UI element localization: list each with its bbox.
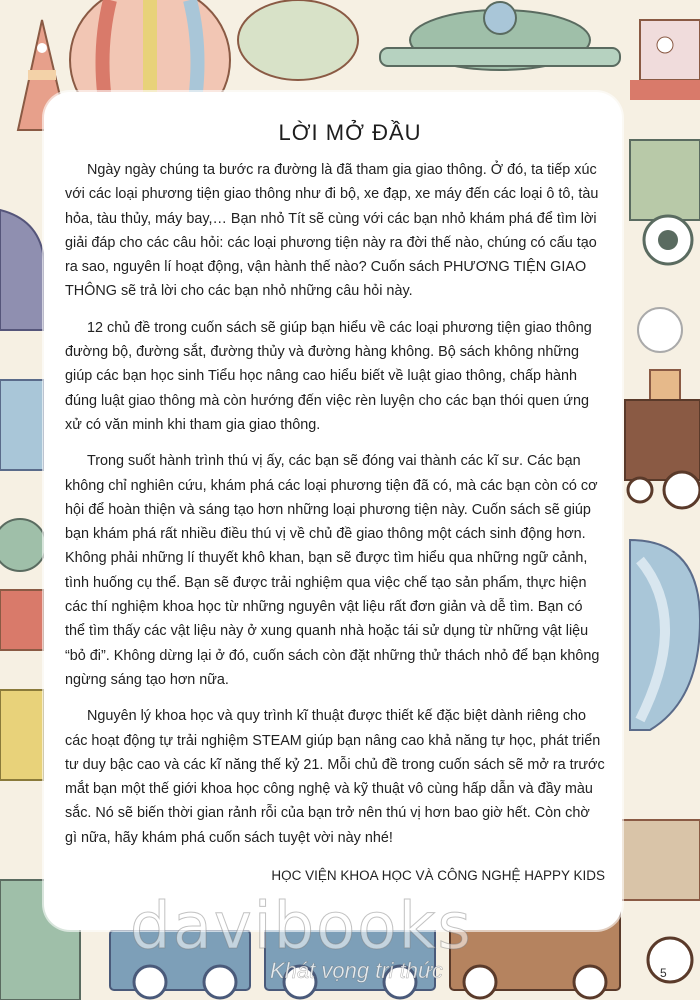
signature: HỌC VIỆN KHOA HỌC VÀ CÔNG NGHỆ HAPPY KIDS — [271, 868, 605, 883]
hot-air-balloon-illustration — [630, 540, 700, 730]
watermark-slogan: Khát vọng tri thức — [270, 958, 443, 983]
page-title: LỜI MỞ ĐẦU — [278, 120, 422, 145]
steam-train-illustration — [625, 308, 700, 508]
paragraph-2: 12 chủ đề trong cuốn sách sẽ giúp bạn hiểu về các loại phương tiện giao thông đường bộ, đường sắt, đường thủy và đường hàng không. Bộ sách không những giúp các bạn học sinh Tiểu học nâng cao hiểu biết về luật giao thông, chấp hành đúng luật giao thông mà còn hướng đến việc rèn luyện cho các bạn thói quen ứng xử có văn minh khi tham gia giao thông. — [65, 319, 592, 433]
airplane-toy-illustration — [380, 2, 620, 70]
train-wagon-right-illustration — [620, 820, 700, 982]
body-text — [65, 158, 605, 862]
paragraph-1: Ngày ngày chúng ta bước ra đường là đã tham gia giao thông. Ở đó, ta tiếp xúc với các loại phương tiện giao thông như đi bộ, xe đạp, xe máy đến các loại ô tô, tàu hỏa, tàu thủy, máy bay,… Bạn nhỏ Tít sẽ cùng với các bạn nhỏ khám phá để tìm lời giải đáp cho các câu hỏi: các loại phương tiện này ra đời thế nào, chúng có cấu tạo ra sao, nguyên lí hoạt động, vận hành thế nào? Cuốn sách PHƯƠNG TIỆN GIAO THÔNG sẽ trả lời cho các bạn nhỏ những câu hỏi này. — [65, 162, 599, 300]
watermark-logo: davibooks — [130, 890, 473, 964]
ship-toy-illustration — [630, 20, 700, 100]
paragraph-4: Nguyên lý khoa học và quy trình kĩ thuật được thiết kế đặc biệt dành riêng cho các hoạt động tự trải nghiệm STEAM giúp bạn nâng cao khả năng tự học, phát triển tư duy bậc cao và các kĩ năng thế kỷ 21. Mỗi chủ đề trong cuốn sách sẽ mở ra trước mắt bạn một thế giới khoa học công nghệ và kỹ thuật vô cùng hấp dẫn và đầy màu sắc. Nó sẽ biến thời gian rảnh rỗi của bạn trở nên thú vị hơn bao giờ hết. Còn chờ gì nữa, hãy khám phá cuốn sách tuyệt vời này nhé! — [65, 708, 605, 846]
page-number: 5 — [660, 966, 667, 980]
paragraph-3: Trong suốt hành trình thú vị ấy, các bạn sẽ đóng vai thành các kĩ sư. Các bạn không chỉ nghiên cứu, khám phá các loại phương tiện đã có, mà các bạn còn có cơ hội để hoàn thiện và sáng tạo hơn những loại phương tiện này. Cuốn sách sẽ giúp bạn khám phá rất nhiều điều thú vị về chủ đề giao thông một cách sinh động hơn. Không phải những lí thuyết khô khan, bạn sẽ được tìm hiểu qua những ngữ cảnh, tình huống cụ thể. Bạn sẽ được trải nghiệm qua việc chế tạo sản phẩm, thực hiện các thí nghiệm khoa học từ những nguyên vật liệu rất đơn giản và dễ tìm. Bạn có thể tìm thấy các vật liệu này ở xung quanh nhà hoặc tái sử dụng từ những vật liệu “bỏ đi”. Không dừng lại ở đó, cuốn sách còn đặt những thử thách nhỏ để bạn không ngừng sáng tạo hơn nữa. — [65, 453, 600, 688]
truck-toy-illustration — [630, 140, 700, 264]
